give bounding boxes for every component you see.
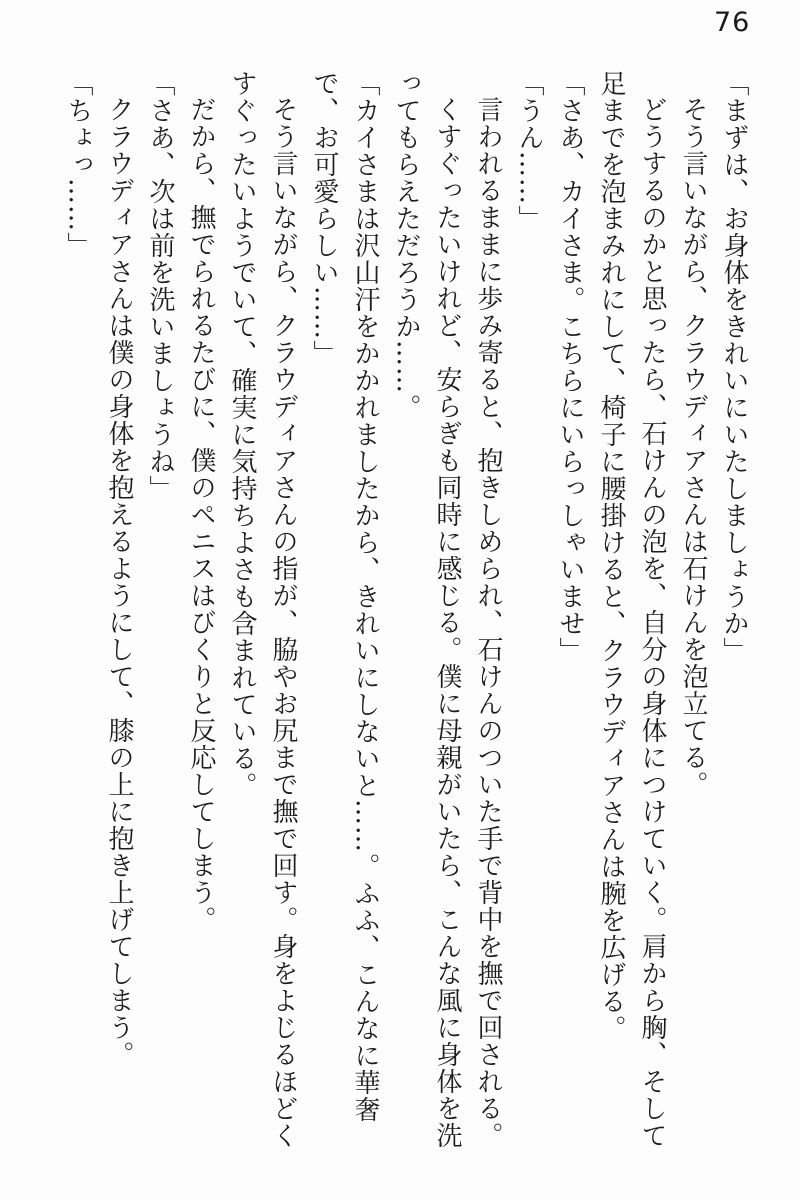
paragraph-dialogue: 「カイさまは沢山汗をかかれましたから、きれいにしないと……。ふふ、こんなに華奢で、お可愛らしい……」 <box>309 70 380 1123</box>
paragraph-dialogue: 「うん……」 <box>514 70 544 232</box>
vertical-text-area <box>46 70 754 1160</box>
paragraph-dialogue: 「さあ、次は前を洗いましょうね」 <box>145 70 175 502</box>
paragraph-narration: 言われるままに歩み寄ると、抱きしめられ、石けんのついた手で背中を撫で回される。 <box>473 96 503 1149</box>
paragraph-narration: どうするのかと思ったら、石けんの泡を、自分の身体につけていく。肩から胸、そして足までを泡まみれにして、椅子に腰掛けると、クラウディアさんは腕を広げる。 <box>596 70 667 1149</box>
page-number: 76 <box>714 7 751 38</box>
paragraph-dialogue: 「ちょっ……」 <box>63 70 93 259</box>
paragraph-dialogue: 「まずは、お身体をきれいにいたしましょうか」 <box>719 70 749 664</box>
paragraph-narration: クラウディアさんは僕の身体を抱えるようにして、膝の上に抱き上げてしまう。 <box>104 96 134 1068</box>
paragraph-narration: そう言いながら、クラウディアさんの指が、脇やお尻まで撫で回す。身をよじるほどくすぐったいようでいて、確実に気持ちよさも含まれている。 <box>227 70 298 1149</box>
paragraph-narration: くすぐったいけれど、安らぎも同時に感じる。僕に母親がいたら、こんな風に身体を洗ってもらえただろうか……。 <box>391 70 462 1149</box>
paragraph-narration: だから、撫でられるたびに、僕のペニスはびくりと反応してしまう。 <box>186 96 216 933</box>
paragraph-narration: そう言いながら、クラウディアさんは石けんを泡立てる。 <box>678 96 708 798</box>
paragraph-dialogue: 「さあ、カイさま。こちらにいらっしゃいませ」 <box>555 70 585 664</box>
